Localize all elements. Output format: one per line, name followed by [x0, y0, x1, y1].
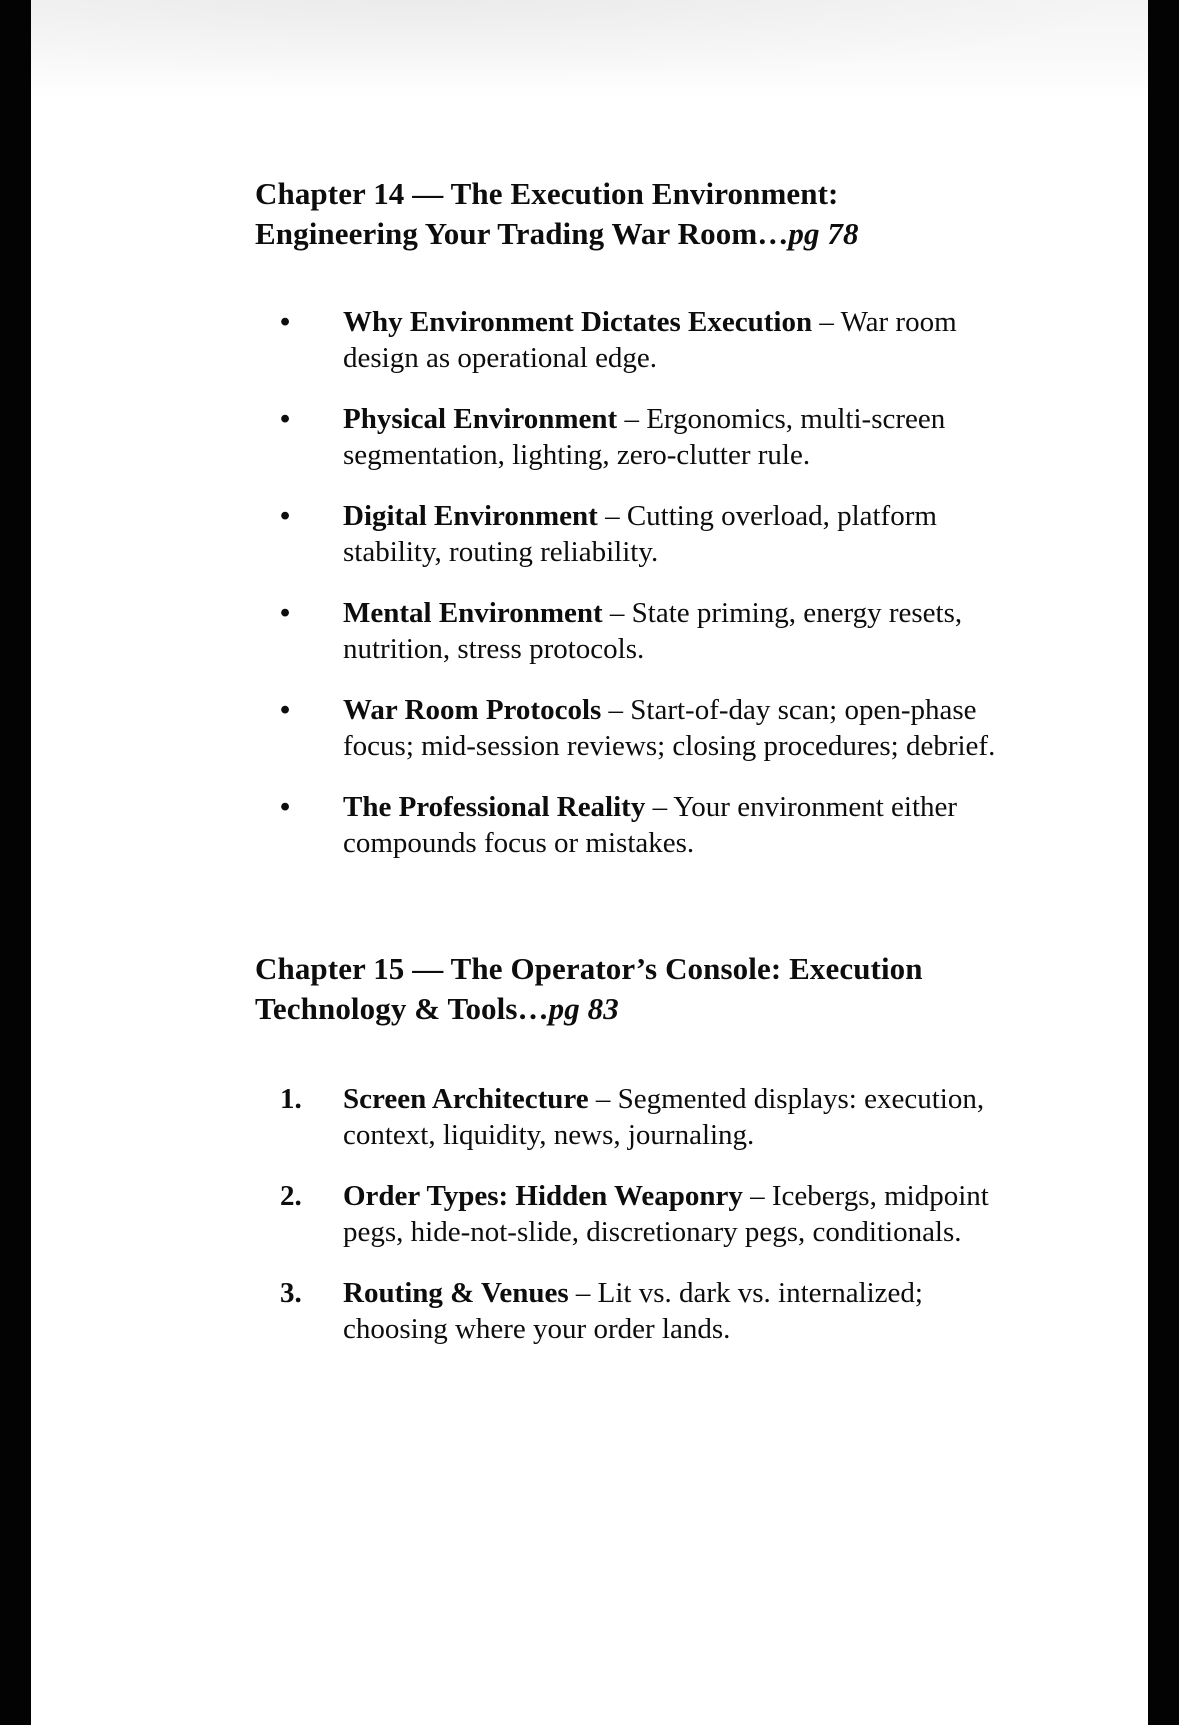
topic-title: Mental Environment	[343, 597, 603, 629]
topic-description: – Your environment either compounds focus or mistakes.	[343, 791, 958, 859]
toc-item	[255, 789, 998, 861]
topic-description: – Icebergs, midpoint pegs, hide-not-slide, discretionary pegs, conditionals.	[343, 1180, 989, 1248]
toc-item	[255, 304, 998, 376]
topic-title: Screen Architecture	[343, 1083, 589, 1115]
toc-item	[255, 595, 998, 667]
toc-item	[255, 1081, 998, 1153]
chapter-heading-line2	[255, 989, 967, 1029]
chapter-15-heading	[255, 949, 967, 1029]
chapter-heading-line1: Chapter 15 — The Operator’s Console: Execution	[255, 951, 923, 986]
topic-title: Digital Environment	[343, 500, 598, 532]
topic-description: – War room design as operational edge.	[343, 306, 957, 374]
topic-title: The Professional Reality	[343, 791, 646, 823]
chapter-page-ref: pg 78	[788, 216, 859, 251]
bullet-marker: •	[280, 403, 291, 435]
chapter-page-ref: pg 83	[548, 991, 619, 1026]
topic-title: Why Environment Dictates Execution	[343, 306, 813, 338]
chapter-heading-line2-text: Engineering Your Trading War Room…	[255, 216, 789, 251]
topic-description: – Cutting overload, platform stability, routing reliability.	[343, 500, 937, 568]
topic-title: Physical Environment	[343, 403, 618, 435]
topic-description: – Segmented displays: execution, context, liquidity, news, journaling.	[343, 1083, 985, 1151]
topic-description: – Lit vs. dark vs. internalized; choosing where your order lands.	[343, 1277, 923, 1345]
bullet-marker: •	[280, 694, 291, 726]
chapter-heading-line1: Chapter 14 — The Execution Environment:	[255, 176, 839, 211]
toc-item	[255, 498, 998, 570]
toc-content	[255, 174, 996, 1347]
toc-item	[255, 1275, 998, 1347]
bullet-marker: •	[280, 306, 291, 338]
number-marker: 3.	[280, 1277, 302, 1309]
topic-title: Routing & Venues	[343, 1277, 569, 1309]
chapter-14-heading	[255, 174, 967, 254]
topic-description: – Ergonomics, multi-screen segmentation, lighting, zero-clutter rule.	[343, 403, 946, 471]
number-marker: 1.	[280, 1083, 302, 1115]
topic-title: Order Types: Hidden Weaponry	[343, 1180, 743, 1212]
topic-title: War Room Protocols	[343, 694, 602, 726]
bullet-marker: •	[280, 791, 291, 823]
bullet-marker: •	[280, 597, 291, 629]
chapter-heading-line2	[255, 214, 967, 254]
right-edge-bar	[1148, 0, 1179, 1725]
chapter-14-topic-list	[255, 304, 996, 861]
bullet-marker: •	[280, 500, 291, 532]
toc-item	[255, 401, 998, 473]
toc-item	[255, 1178, 998, 1250]
chapter-15-topic-list	[255, 1081, 989, 1347]
page-top-scan-shading	[31, 0, 1148, 98]
chapter-heading-line2-text: Technology & Tools…	[255, 991, 549, 1026]
topic-description: – Start-of-day scan; open-phase focus; mid-session reviews; closing procedures; debrief.	[343, 694, 996, 762]
toc-item	[255, 692, 998, 764]
number-marker: 2.	[280, 1180, 302, 1212]
topic-description: – State priming, energy resets, nutrition, stress protocols.	[343, 597, 963, 665]
left-edge-bar	[0, 0, 31, 1725]
